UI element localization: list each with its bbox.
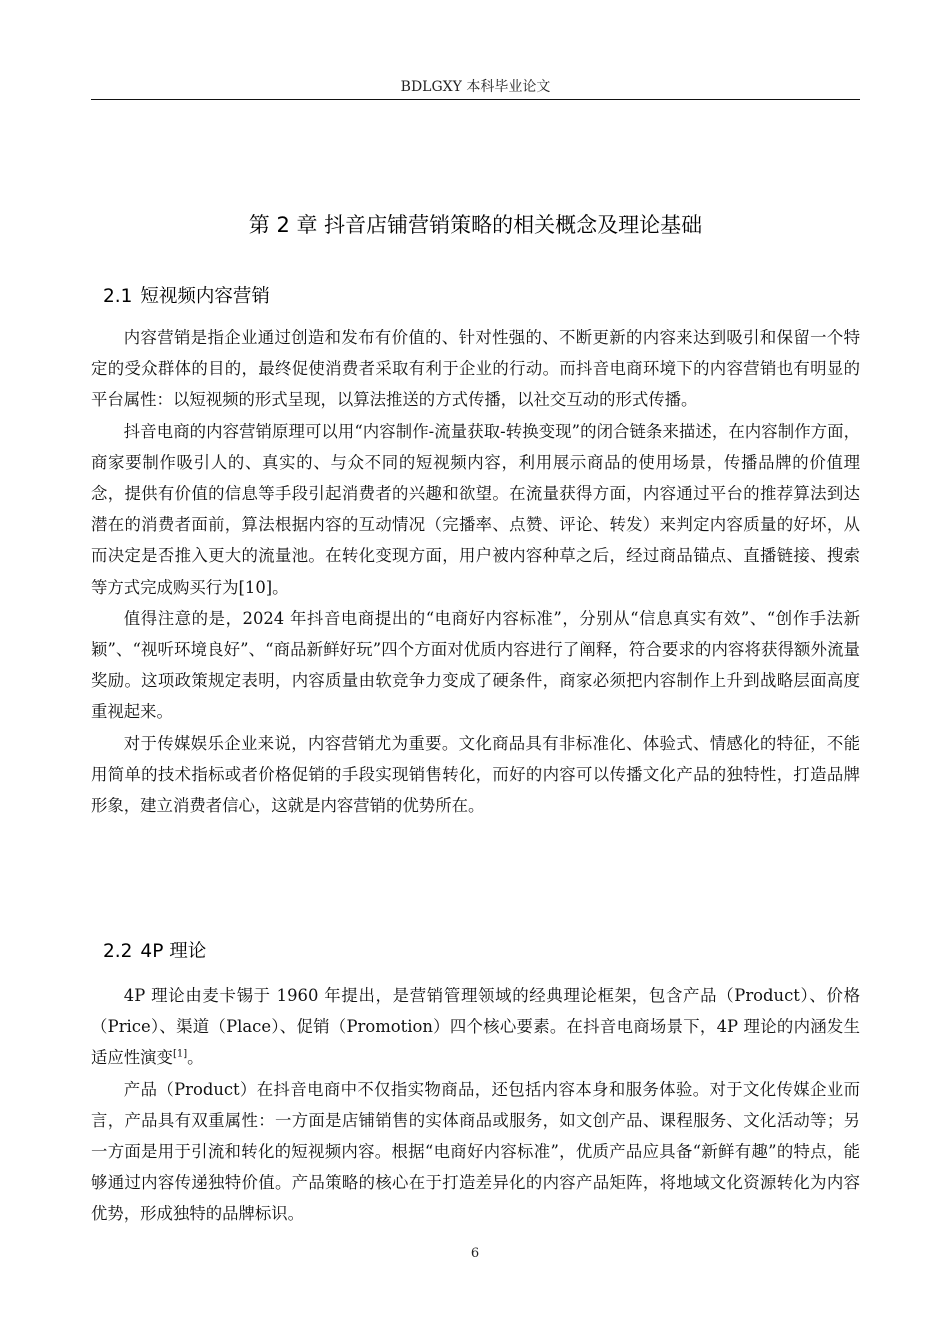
running-header: BDLGXY 本科毕业论文 <box>400 79 551 95</box>
paragraph: 内容营销是指企业通过创造和发布有价值的、针对性强的、不断更新的内容来达到吸引和保留一个特定的受众群体的目的，最终促使消费者采取有利于企业的行动。而抖音电商环境下的内容营销也有明显的平台属性：以短视频的形式呈现，以算法推送的方式传播，以社交互动的形式传播。 <box>91 328 860 410</box>
section-heading-2-2 <box>103 939 206 965</box>
section-title-text: 4P 理论 <box>140 941 207 962</box>
section-number: 2.1 <box>103 286 133 307</box>
paragraph-text: 4P 理论由麦卡锡于 1960 年提出，是营销管理领域的经典理论框架，包含产品（Product）、价格（Price）、渠道（Place）、促销（Promotion）四个核心要素。在抖音电商场景下，4P 理论的内涵发生适应性演变 <box>91 986 860 1068</box>
section-heading-2-1 <box>103 284 270 310</box>
paragraph <box>91 980 860 1074</box>
chapter-title: 第 2 章 抖音店铺营销策略的相关概念及理论基础 <box>248 213 703 237</box>
paragraph: 产品（Product）在抖音电商中不仅指实物商品，还包括内容本身和服务体验。对于文化传媒企业而言，产品具有双重属性：一方面是店铺销售的实体商品或服务，如文创产品、课程服务、文化活动等；另一方面是用于引流和转化的短视频内容。根据“电商好内容标准”，优质产品应具备“新鲜有趣”的特点，能够通过内容传递独特价值。产品策略的核心在于打造差异化的内容产品矩阵，将地域文化资源转化为内容优势，形成独特的品牌标识。 <box>91 1079 860 1224</box>
section-number: 2.2 <box>103 941 133 962</box>
paragraph: 对于传媒娱乐企业来说，内容营销尤为重要。文化商品具有非标准化、体验式、情感化的特征，不能用简单的技术指标或者价格促销的手段实现销售转化，而好的内容可以传播文化产品的独特性，打造品牌形象，建立消费者信心，这就是内容营销的优势所在。 <box>91 733 860 816</box>
page-number: 6 <box>470 1246 480 1261</box>
section-body-2-1 <box>91 322 860 821</box>
paragraph-text-end: 。 <box>187 1048 204 1068</box>
section-body-2-2 <box>91 980 860 1230</box>
section-title-text: 短视频内容营销 <box>140 286 270 307</box>
paragraph: 抖音电商的内容营销原理可以用“内容制作-流量获取-转换变现”的闭合链条来描述，在内容制作方面，商家要制作吸引人的、真实的、与众不同的短视频内容，利用展示商品的使用场景，传播品牌的价值理念，提供有价值的信息等手段引起消费者的兴趣和欲望。在流量获得方面，内容通过平台的推荐算法到达潜在的消费者面前，算法根据内容的互动情况（完播率、点赞、评论、转发）来判定内容质量的好坏，从而决定是否推入更大的流量池。在转化变现方面，用户被内容种草之后，经过商品锚点、直播链接、搜索等方式完成购买行为[10]。 <box>91 421 860 597</box>
paragraph: 值得注意的是，2024 年抖音电商提出的“电商好内容标准”，分别从“信息真实有效”、“创作手法新颖”、“视听环境良好”、“商品新鲜好玩”四个方面对优质内容进行了阐释，符合要求的内容将获得额外流量奖励。这项政策规定表明，内容质量由软竞争力变成了硬条件，商家必须把内容制作上升到战略层面高度重视起来。 <box>91 608 860 722</box>
header-rule <box>91 99 860 100</box>
citation-ref[interactable]: [1] <box>172 1048 188 1060</box>
